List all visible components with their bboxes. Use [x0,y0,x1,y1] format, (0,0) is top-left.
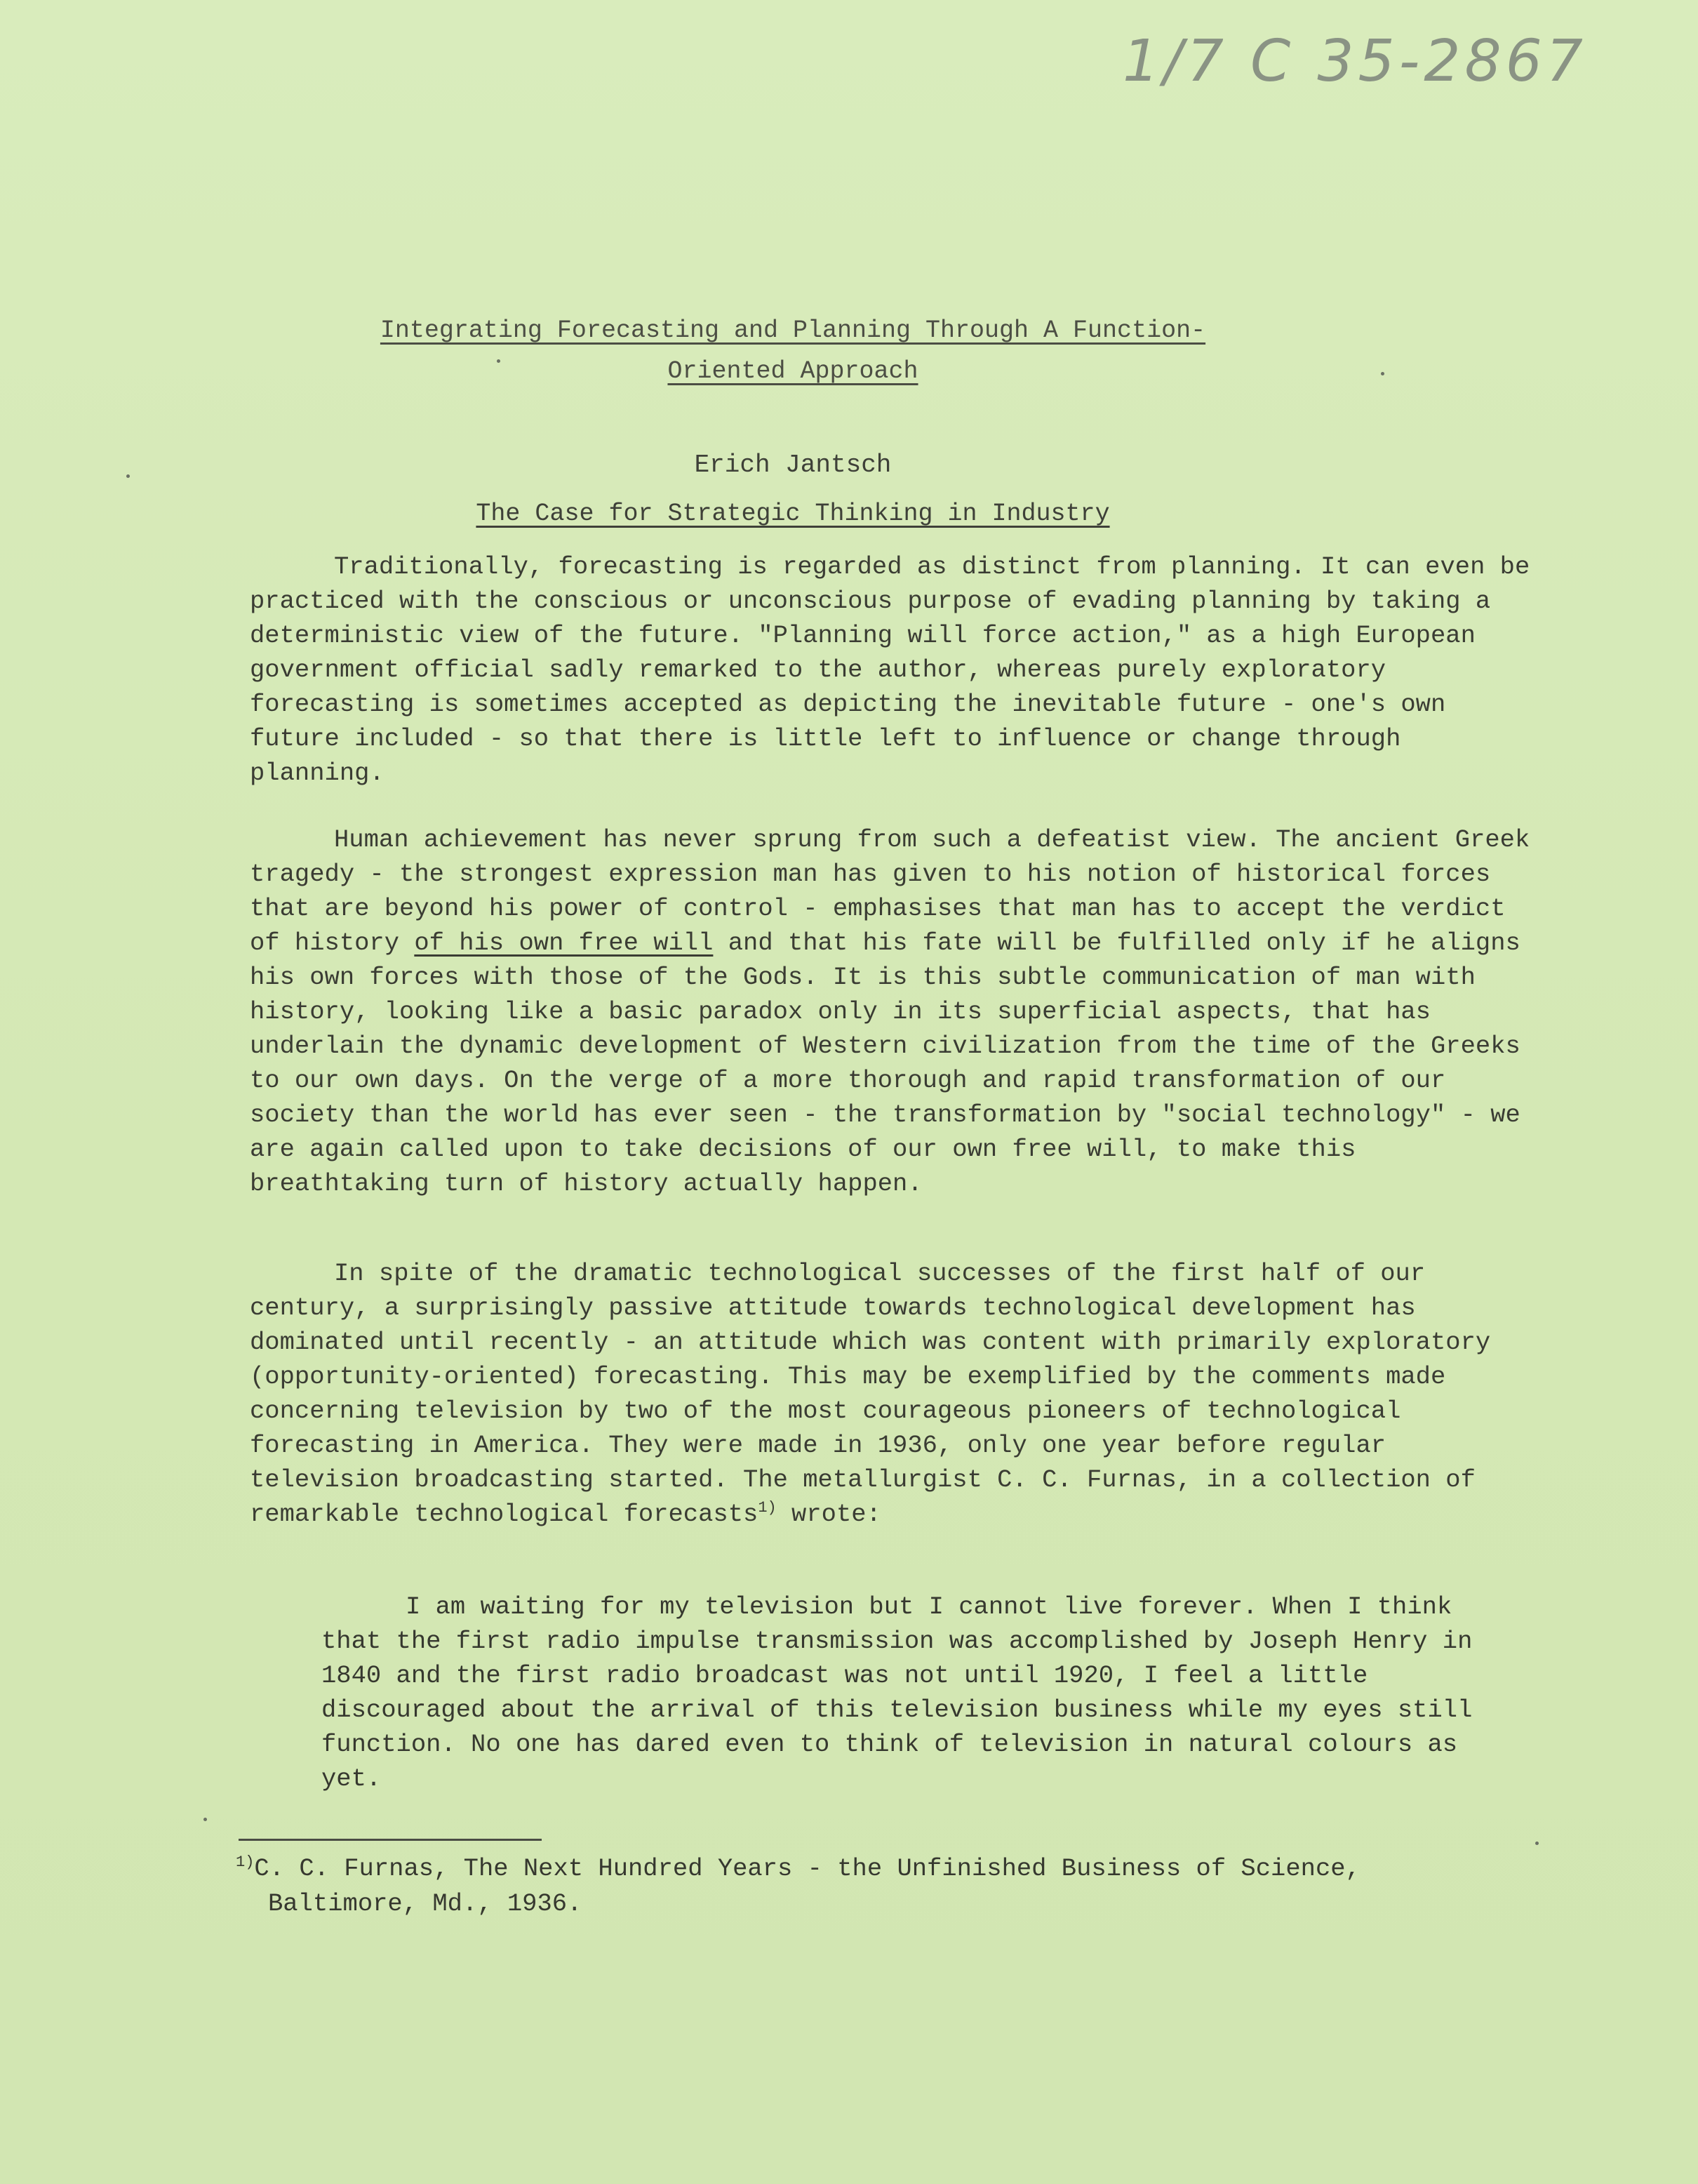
title-line-2: Oriented Approach [667,357,918,385]
footnote-divider [239,1839,542,1841]
paragraph-3-text-a: In spite of the dramatic technological successes of the first half of our century, a surprisingly passive attitude towards technological development has dominated until recently - an attitude which was content with primarily exploratory (opportunity-oriented) forecasting. This may be exemplified by the comments made concerning television by two of the most courageous pioneers of technological forecasting in America. They were made in 1936, only one year before regular television broadcasting started. The metallurgist C. C. Furnas, in a collection of remarkable technological forecasts [250,1259,1491,1529]
footnote-reference: 1) [758,1499,777,1517]
handwritten-archive-note: 1/7 C 35-2867 [1123,28,1587,95]
section-heading [246,500,1340,528]
footnote-line-1: C. C. Furnas, The Next Hundred Years - the Unfinished Business of Science, [254,1854,1361,1883]
section-heading-text: The Case for Strategic Thinking in Industry [476,500,1110,528]
title-line-1: Integrating Forecasting and Planning Through A Function- [380,317,1206,345]
paragraph-2-underlined-phrase: of his own free will [414,928,714,957]
scan-speck [1535,1842,1539,1845]
author-name: Erich Jantsch [694,451,892,479]
document-title [246,310,1340,392]
scan-speck [497,359,500,363]
footnote [236,1851,1541,1922]
scan-speck [126,474,130,478]
footnote-marker: 1) [236,1853,255,1872]
paragraph-2-text-a: Human achievement has never sprung from such a defeatist view. The ancient Greek tragedy - the strongest expression man has given to his notion of historical forces that are beyond his power of control - emphasises that man has to accept the verdict of history [250,825,1530,957]
paragraph-1: Traditionally, forecasting is regarded as distinct from planning. It can even be practiced with the conscious or unconscious purpose of evading planning by taking a deterministic view of the future. "Planning will force action," as a high European government official sadly remarked to the author, whereas purely exploratory forecasting is sometimes accepted as depicting the inevitable future - one's own future included - so that there is little left to influence or change through planning. [250,552,1530,787]
block-quote: I am waiting for my television but I cannot live forever. When I think that the first radio impulse transmission was accomplished by Joseph Henry in 1840 and the first radio broadcast was not until 1920, I feel a little discouraged about the arrival of this television business while my eyes still function. No one has dared even to think of television in natural colours as yet. [321,1592,1473,1793]
scan-speck [203,1818,207,1821]
paragraph-3-text-b: wrote: [776,1500,881,1529]
footnote-line-2: Baltimore, Md., 1936. [268,1889,582,1918]
scan-speck [1381,372,1384,375]
paragraph-2 [250,823,1541,1201]
paragraph-2-text-b: and that his fate will be fulfilled only if he aligns his own forces with those of the Gods. It is this subtle communication of man with history, looking like a basic paradox only in its superficial aspects, that has underlain the dynamic development of Western civilization from the time of the Greeks to our own days. On the verge of a more thorough and rapid transformation of our society than the world has ever seen - the transformation by "social technology" - we are again called upon to take decisions of our own free will, to make this breathtaking turn of history actually happen. [250,928,1520,1198]
paragraph-3 [250,1256,1541,1531]
